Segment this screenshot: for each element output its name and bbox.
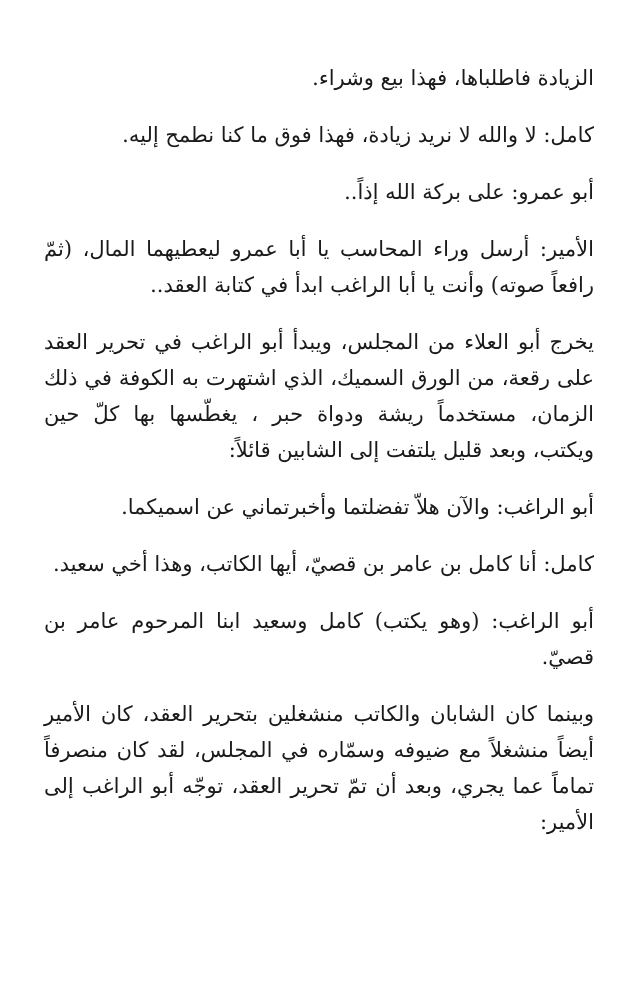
book-page — [44, 60, 594, 861]
dialogue-kamel-2: كامل: أنا كامل بن عامر بن قصيّ، أيها الكاتب، وهذا أخي سعيد. — [52, 552, 594, 576]
narration-emir-busy: وبينما كان الشابان والكاتب منشغلين بتحرير العقد، كان الأمير أيضاً منشغلاً مع ضيوفه وسمّاره في المجلس، لقد كان منصرفاً تماماً عما يجري، وبعد أن تمّ تحرير العقد، توجّه أبو الراغب إلى الأمير: — [44, 702, 594, 834]
dialogue-emir: الأمير: أرسل وراء المحاسب يا أبا عمرو ليعطيهما المال، (ثمّ رافعاً صوته) وأنت يا أبا الراغب ابدأ في كتابة العقد.. — [44, 237, 594, 297]
dialogue-abu-ragheb-1: أبو الراغب: والآن هلاّ تفضلتما وأخبرتماني عن اسميكما. — [121, 495, 594, 519]
dialogue-abu-ragheb-2: أبو الراغب: (وهو يكتب) كامل وسعيد ابنا المرحوم عامر بن قصيّ. — [44, 609, 594, 669]
paragraph-continuation: الزيادة فاطلباها، فهذا بيع وشراء. — [312, 66, 594, 90]
narration-contract-writing: يخرج أبو العلاء من المجلس، ويبدأ أبو الراغب في تحرير العقد على رقعة، من الورق السميك، الذي اشتهرت به الكوفة في ذلك الزمان، مستخدماً ريشة ودواة حبر ، يغطّسها بها كلّ حين ويكتب، وبعد قليل يلتفت إلى الشابين قائلاً: — [44, 330, 594, 462]
dialogue-kamel-1: كامل: لا والله لا نريد زيادة، فهذا فوق ما كنا نطمح إليه. — [122, 123, 594, 147]
dialogue-abu-amr: أبو عمرو: على بركة الله إذاً.. — [344, 180, 594, 204]
